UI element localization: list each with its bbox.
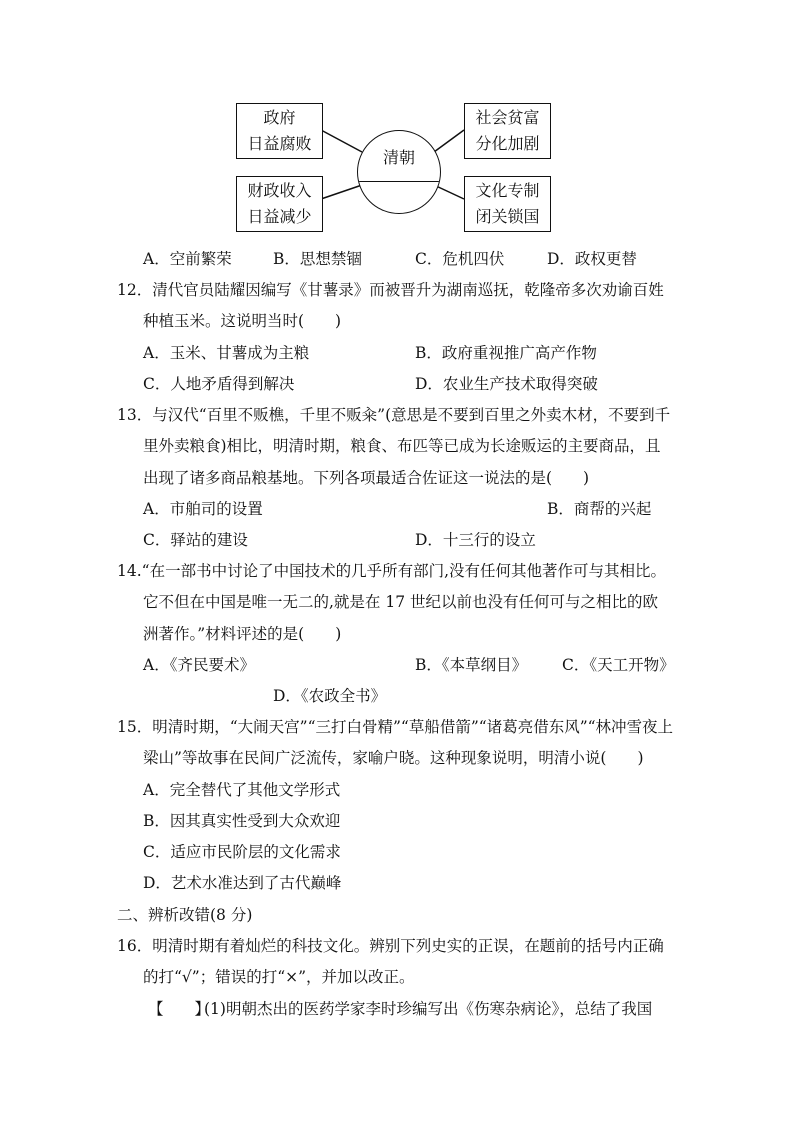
q14-stem-line-2: 它不但在中国是唯一无二的,就是在 17 世纪以前也没有任何可与之相比的欧 — [143, 593, 659, 611]
q16-stem-line-2: 的打“√”；错误的打“×”，并加以改正。 — [143, 968, 415, 986]
q15-option-b: B．因其真实性受到大众欢迎 — [143, 812, 341, 830]
q15-stem-line-1: 15．明清时期，“大闹天宫”“三打白骨精”“草船借箭”“诸葛亮借东风”“林冲雪夜上 — [117, 718, 674, 736]
q15-stem-line-2: 梁山”等故事在民间广泛流传，家喻户晓。这种现象说明，明清小说( ) — [143, 749, 644, 767]
diagram-center-circle — [357, 130, 441, 214]
q15-option-c: C．适应市民阶层的文化需求 — [143, 843, 341, 861]
q11-option-b: B．思想禁锢 — [273, 250, 362, 268]
q12-option-d: D．农业生产技术取得突破 — [415, 375, 598, 393]
q13-stem-line-3: 出现了诸多商品粮基地。下列各项最适合佐证这一说法的是( ) — [143, 469, 590, 487]
diagram-box-government — [236, 103, 323, 159]
box-line-1: 政府 — [263, 108, 296, 127]
q12-option-a: A．玉米、甘薯成为主粮 — [143, 344, 310, 362]
q12-stem-line-2: 种植玉米。这说明当时( ) — [143, 312, 342, 330]
diagram-box-society — [464, 103, 551, 159]
box-line-2: 闭关锁国 — [475, 207, 540, 226]
box-line-2: 日益腐败 — [247, 134, 312, 153]
q14-option-c: C．《天工开物》 — [562, 656, 675, 674]
q16-stem-line-1: 16．明清时期有着灿烂的科技文化。辨别下列史实的正误，在题前的括号内正确 — [117, 937, 664, 955]
q14-stem-line-1: 14.“在一部书中讨论了中国技术的几乎所有部门,没有任何其他著作可与其相比。 — [117, 562, 667, 580]
box-line-1: 文化专制 — [475, 181, 540, 200]
q14-option-a: A．《齐民要术》 — [143, 656, 255, 674]
q15-option-d: D．艺术水准达到了古代巅峰 — [143, 874, 342, 892]
q15-option-a: A．完全替代了其他文学形式 — [143, 781, 341, 799]
q12-option-b: B．政府重视推广高产作物 — [415, 344, 597, 362]
q13-stem-line-1: 13．与汉代“百里不贩樵，千里不贩籴”(意思是不要到百里之外卖木材，不要到千 — [117, 406, 671, 424]
diagram-box-finance — [236, 176, 323, 232]
q11-option-a: A．空前繁荣 — [143, 250, 232, 268]
q16-item1-text: (1)明朝杰出的医药学家李时珍编写出《伤寒杂病论》，总结了我国 — [204, 1000, 653, 1018]
diagram-center-label: 清朝 — [382, 148, 415, 167]
q14-stem-line-3: 洲著作。”材料评述的是( ) — [143, 625, 342, 643]
q14-option-b: B．《本草纲目》 — [415, 656, 528, 674]
diagram-box-culture — [464, 176, 551, 232]
q13-option-c: C．驿站的建设 — [143, 531, 248, 549]
q13-option-a: A．市舶司的设置 — [143, 500, 263, 518]
q14-option-d: D．《农政全书》 — [273, 687, 387, 705]
q12-option-c: C．人地矛盾得到解决 — [143, 375, 295, 393]
box-line-2: 分化加剧 — [475, 134, 540, 153]
q13-option-d: D．十三行的设立 — [415, 531, 536, 549]
section-heading: 二、辨析改错(8 分) — [117, 906, 253, 924]
box-line-2: 日益减少 — [247, 207, 312, 226]
q16-item1-bracket: 【 】 — [148, 1000, 211, 1018]
q13-option-b: B．商帮的兴起 — [547, 500, 652, 518]
circle-divider — [358, 181, 440, 182]
box-line-1: 社会贫富 — [475, 108, 540, 127]
q12-stem-line-1: 12．清代官员陆耀因编写《甘薯录》而被晋升为湖南巡抚，乾隆帝多次劝谕百姓 — [117, 281, 664, 299]
q11-option-c: C．危机四伏 — [415, 250, 505, 268]
q11-option-d: D．政权更替 — [547, 250, 637, 268]
q13-stem-line-2: 里外卖粮食)相比，明清时期，粮食、布匹等已成为长途贩运的主要商品，且 — [143, 437, 661, 455]
box-line-1: 财政收入 — [247, 181, 312, 200]
